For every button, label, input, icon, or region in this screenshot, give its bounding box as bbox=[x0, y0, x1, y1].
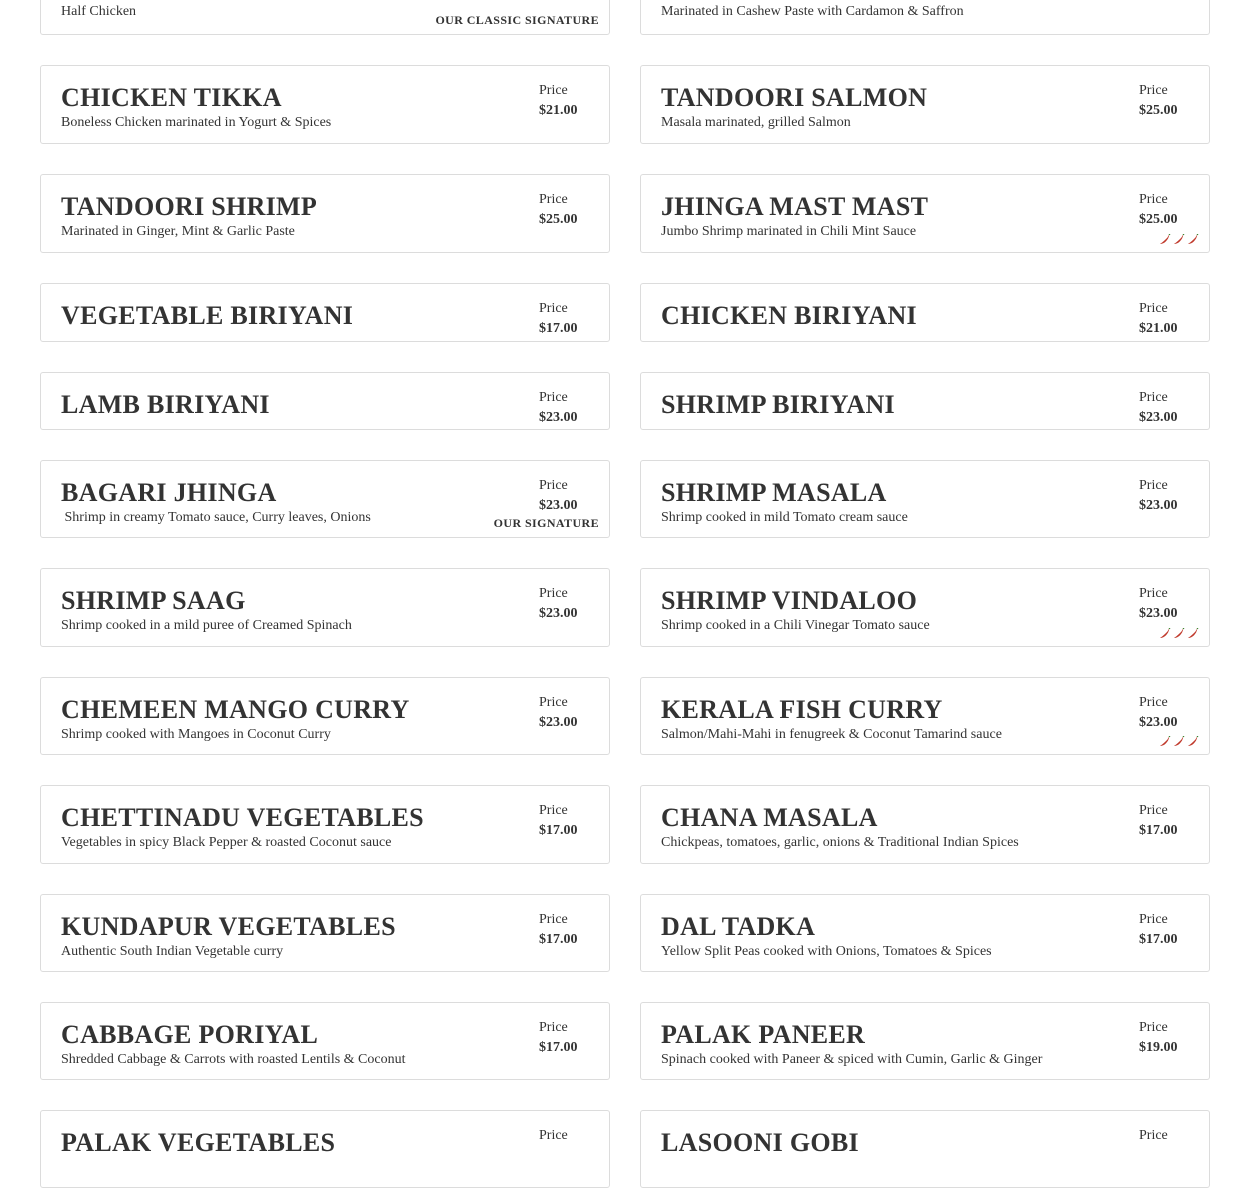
menu-item-name: KERALA FISH CURRY bbox=[661, 695, 943, 724]
price-label: Price bbox=[1139, 83, 1168, 98]
menu-item-card[interactable] bbox=[40, 894, 610, 972]
price-value: $25.00 bbox=[1139, 212, 1178, 227]
price-value: $21.00 bbox=[539, 103, 578, 118]
menu-item-name: KUNDAPUR VEGETABLES bbox=[61, 912, 396, 941]
price-box bbox=[1139, 910, 1178, 950]
price-value: $21.00 bbox=[1139, 321, 1178, 336]
price-box bbox=[539, 299, 578, 339]
spice-level bbox=[1155, 234, 1197, 248]
menu-item-name: CHICKEN BIRIYANI bbox=[661, 301, 917, 330]
price-label: Price bbox=[539, 83, 568, 98]
menu-item-name: TANDOORI SHRIMP bbox=[61, 192, 318, 221]
price-box bbox=[539, 1126, 568, 1146]
chili-pepper-icon bbox=[1187, 234, 1197, 244]
menu-item-card[interactable] bbox=[640, 677, 1210, 755]
price-box bbox=[539, 476, 578, 516]
menu-item-body bbox=[641, 678, 1209, 760]
menu-item-card[interactable] bbox=[640, 894, 1210, 972]
menu-item-name: PALAK VEGETABLES bbox=[61, 1128, 336, 1157]
menu-item-body bbox=[641, 786, 1209, 868]
menu-item-card[interactable] bbox=[40, 460, 610, 538]
menu-item-description: Marinated in Cashew Paste with Cardamon & Saffron bbox=[661, 4, 964, 19]
chili-pepper-icon bbox=[1159, 234, 1169, 244]
price-label: Price bbox=[1139, 301, 1168, 316]
price-box bbox=[1139, 1018, 1178, 1058]
price-label: Price bbox=[1139, 912, 1168, 927]
menu-item-body bbox=[641, 175, 1209, 257]
menu-item-body bbox=[41, 175, 609, 257]
price-value: $17.00 bbox=[539, 1040, 578, 1055]
price-label: Price bbox=[1139, 803, 1168, 818]
price-label: Price bbox=[539, 1128, 568, 1143]
price-box bbox=[1139, 693, 1178, 733]
menu-item-card[interactable] bbox=[640, 65, 1210, 144]
chili-pepper-icon bbox=[1159, 628, 1169, 638]
menu-item-card[interactable] bbox=[40, 568, 610, 647]
price-label: Price bbox=[539, 695, 568, 710]
price-label: Price bbox=[539, 586, 568, 601]
menu-item-card[interactable] bbox=[640, 283, 1210, 342]
menu-item-description: Masala marinated, grilled Salmon bbox=[661, 115, 851, 130]
price-value: $23.00 bbox=[539, 410, 578, 425]
menu-item-description: Marinated in Ginger, Mint & Garlic Paste bbox=[61, 224, 295, 239]
price-box bbox=[539, 81, 578, 121]
menu-item-description: Authentic South Indian Vegetable curry bbox=[61, 944, 284, 959]
menu-item-name: TANDOORI SALMON bbox=[661, 83, 928, 112]
menu-item-name: LAMB BIRIYANI bbox=[61, 390, 270, 419]
menu-item-description: Shredded Cabbage & Carrots with roasted Lentils & Coconut bbox=[61, 1052, 406, 1067]
menu-item-body bbox=[41, 373, 609, 435]
menu-item-name: DAL TADKA bbox=[661, 912, 816, 941]
menu-item-name: VEGETABLE BIRIYANI bbox=[61, 301, 354, 330]
menu-item-card[interactable] bbox=[640, 174, 1210, 253]
menu-item-name: CABBAGE PORIYAL bbox=[61, 1020, 319, 1049]
price-label: Price bbox=[539, 1020, 568, 1035]
menu-item-card[interactable] bbox=[40, 1110, 610, 1188]
price-value: $17.00 bbox=[539, 321, 578, 336]
menu-item-name: CHETTINADU VEGETABLES bbox=[61, 803, 424, 832]
menu-item-description: Vegetables in spicy Black Pepper & roasted Coconut sauce bbox=[61, 835, 392, 850]
chili-pepper-icon bbox=[1187, 628, 1197, 638]
price-label: Price bbox=[539, 390, 568, 405]
menu-item-card[interactable] bbox=[640, 1110, 1210, 1188]
price-box bbox=[539, 1018, 578, 1058]
menu-item-card[interactable] bbox=[40, 785, 610, 864]
menu-item-body bbox=[641, 0, 1209, 37]
menu-item-body bbox=[41, 786, 609, 868]
menu-item-description: Shrimp cooked with Mangoes in Coconut Curry bbox=[61, 727, 331, 742]
menu-item-body bbox=[41, 569, 609, 651]
price-box bbox=[1139, 388, 1178, 428]
price-value: $17.00 bbox=[1139, 823, 1178, 838]
menu-item-card[interactable] bbox=[40, 372, 610, 430]
price-label: Price bbox=[1139, 192, 1168, 207]
menu-item-body bbox=[641, 1111, 1209, 1173]
menu-item-description: Salmon/Mahi-Mahi in fenugreek & Coconut Tamarind sauce bbox=[661, 727, 1002, 742]
menu-item-description: Yellow Split Peas cooked with Onions, Tomatoes & Spices bbox=[661, 944, 992, 959]
menu-item-description: Jumbo Shrimp marinated in Chili Mint Sauce bbox=[661, 224, 917, 239]
price-label: Price bbox=[1139, 1128, 1168, 1143]
price-value: $19.00 bbox=[1139, 1040, 1178, 1055]
menu-item-body bbox=[641, 284, 1209, 346]
menu-item-card[interactable] bbox=[640, 0, 1210, 35]
menu-item-card[interactable] bbox=[40, 283, 610, 342]
menu-item-description: Shrimp cooked in a Chili Vinegar Tomato sauce bbox=[661, 618, 930, 633]
menu-item-body bbox=[641, 1003, 1209, 1085]
menu-item-name: JHINGA MAST MAST bbox=[661, 192, 929, 221]
menu-item-card[interactable] bbox=[640, 372, 1210, 430]
spice-level bbox=[1155, 736, 1197, 750]
price-value: $25.00 bbox=[539, 212, 578, 227]
price-box bbox=[539, 584, 578, 624]
menu-item-body bbox=[641, 895, 1209, 977]
menu-item-name: CHICKEN TIKKA bbox=[61, 83, 282, 112]
menu-item-card[interactable] bbox=[640, 460, 1210, 538]
menu-item-name: SHRIMP BIRIYANI bbox=[661, 390, 895, 419]
price-label: Price bbox=[539, 478, 568, 493]
price-label: Price bbox=[539, 301, 568, 316]
menu-item-card[interactable] bbox=[640, 1002, 1210, 1080]
menu-item-description: Boneless Chicken marinated in Yogurt & Spices bbox=[61, 115, 332, 130]
chili-pepper-icon bbox=[1159, 736, 1169, 746]
price-label: Price bbox=[539, 912, 568, 927]
menu-item-name: CHEMEEN MANGO CURRY bbox=[61, 695, 410, 724]
menu-item-description: Spinach cooked with Paneer & spiced with Cumin, Garlic & Ginger bbox=[661, 1052, 1043, 1067]
chili-pepper-icon bbox=[1173, 628, 1183, 638]
price-value: $23.00 bbox=[1139, 606, 1178, 621]
menu-item-description: Shrimp cooked in a mild puree of Creamed Spinach bbox=[61, 618, 352, 633]
menu-item-card[interactable] bbox=[40, 1002, 610, 1080]
price-box bbox=[1139, 801, 1178, 841]
price-label: Price bbox=[1139, 478, 1168, 493]
menu-item-body bbox=[41, 1003, 609, 1085]
menu-item-name: SHRIMP SAAG bbox=[61, 586, 246, 615]
menu-item-name: LASOONI GOBI bbox=[661, 1128, 859, 1157]
menu-item-name: SHRIMP VINDALOO bbox=[661, 586, 918, 615]
price-box bbox=[1139, 190, 1178, 230]
menu-item-body bbox=[41, 284, 609, 346]
menu-item-card[interactable] bbox=[40, 677, 610, 755]
price-label: Price bbox=[539, 803, 568, 818]
price-value: $23.00 bbox=[539, 606, 578, 621]
price-box bbox=[1139, 299, 1178, 339]
price-box bbox=[539, 190, 578, 230]
menu-item-body bbox=[641, 461, 1209, 543]
menu-item-body bbox=[641, 569, 1209, 651]
price-box bbox=[1139, 1126, 1168, 1146]
menu-item-card[interactable] bbox=[640, 785, 1210, 864]
menu-item-body bbox=[641, 66, 1209, 148]
price-box bbox=[539, 801, 578, 841]
menu-item-description: Shrimp cooked in mild Tomato cream sauce bbox=[661, 510, 908, 525]
menu-item-description: Chickpeas, tomatoes, garlic, onions & Traditional Indian Spices bbox=[661, 835, 1019, 850]
chili-pepper-icon bbox=[1173, 736, 1183, 746]
price-value: $23.00 bbox=[539, 498, 578, 513]
price-box bbox=[539, 693, 578, 733]
price-value: $17.00 bbox=[539, 823, 578, 838]
price-label: Price bbox=[1139, 390, 1168, 405]
menu-item-description: Half Chicken bbox=[61, 4, 137, 19]
spice-level bbox=[1155, 628, 1197, 642]
price-box bbox=[539, 388, 578, 428]
menu-item-body bbox=[41, 895, 609, 977]
price-box bbox=[1139, 81, 1178, 121]
menu-item-body bbox=[41, 678, 609, 760]
signature-badge: OUR CLASSIC SIGNATURE bbox=[435, 13, 599, 27]
menu-item-name: BAGARI JHINGA bbox=[61, 478, 277, 507]
signature-badge: OUR SIGNATURE bbox=[493, 516, 599, 530]
chili-pepper-icon bbox=[1187, 736, 1197, 746]
price-value: $23.00 bbox=[1139, 715, 1178, 730]
menu-item-card[interactable] bbox=[640, 568, 1210, 647]
price-box bbox=[539, 910, 578, 950]
price-label: Price bbox=[539, 192, 568, 207]
menu-item-name: PALAK PANEER bbox=[661, 1020, 866, 1049]
menu-item-body bbox=[41, 1111, 609, 1173]
price-value: $23.00 bbox=[1139, 498, 1178, 513]
price-label: Price bbox=[1139, 695, 1168, 710]
menu-item-card[interactable] bbox=[40, 174, 610, 253]
chili-pepper-icon bbox=[1173, 234, 1183, 244]
price-value: $17.00 bbox=[539, 932, 578, 947]
price-label: Price bbox=[1139, 1020, 1168, 1035]
price-value: $25.00 bbox=[1139, 103, 1178, 118]
menu-grid bbox=[40, 0, 1210, 1188]
menu-item-name: SHRIMP MASALA bbox=[661, 478, 887, 507]
menu-item-description: Shrimp in creamy Tomato sauce, Curry leaves, Onions bbox=[61, 510, 371, 525]
menu-item-card[interactable] bbox=[40, 0, 610, 35]
price-box bbox=[1139, 476, 1178, 516]
price-value: $23.00 bbox=[539, 715, 578, 730]
price-value: $23.00 bbox=[1139, 410, 1178, 425]
price-box bbox=[1139, 584, 1178, 624]
menu-item-body bbox=[41, 66, 609, 148]
menu-item-body bbox=[641, 373, 1209, 435]
menu-item-card[interactable] bbox=[40, 65, 610, 144]
price-value: $17.00 bbox=[1139, 932, 1178, 947]
price-label: Price bbox=[1139, 586, 1168, 601]
menu-item-name: CHANA MASALA bbox=[661, 803, 878, 832]
